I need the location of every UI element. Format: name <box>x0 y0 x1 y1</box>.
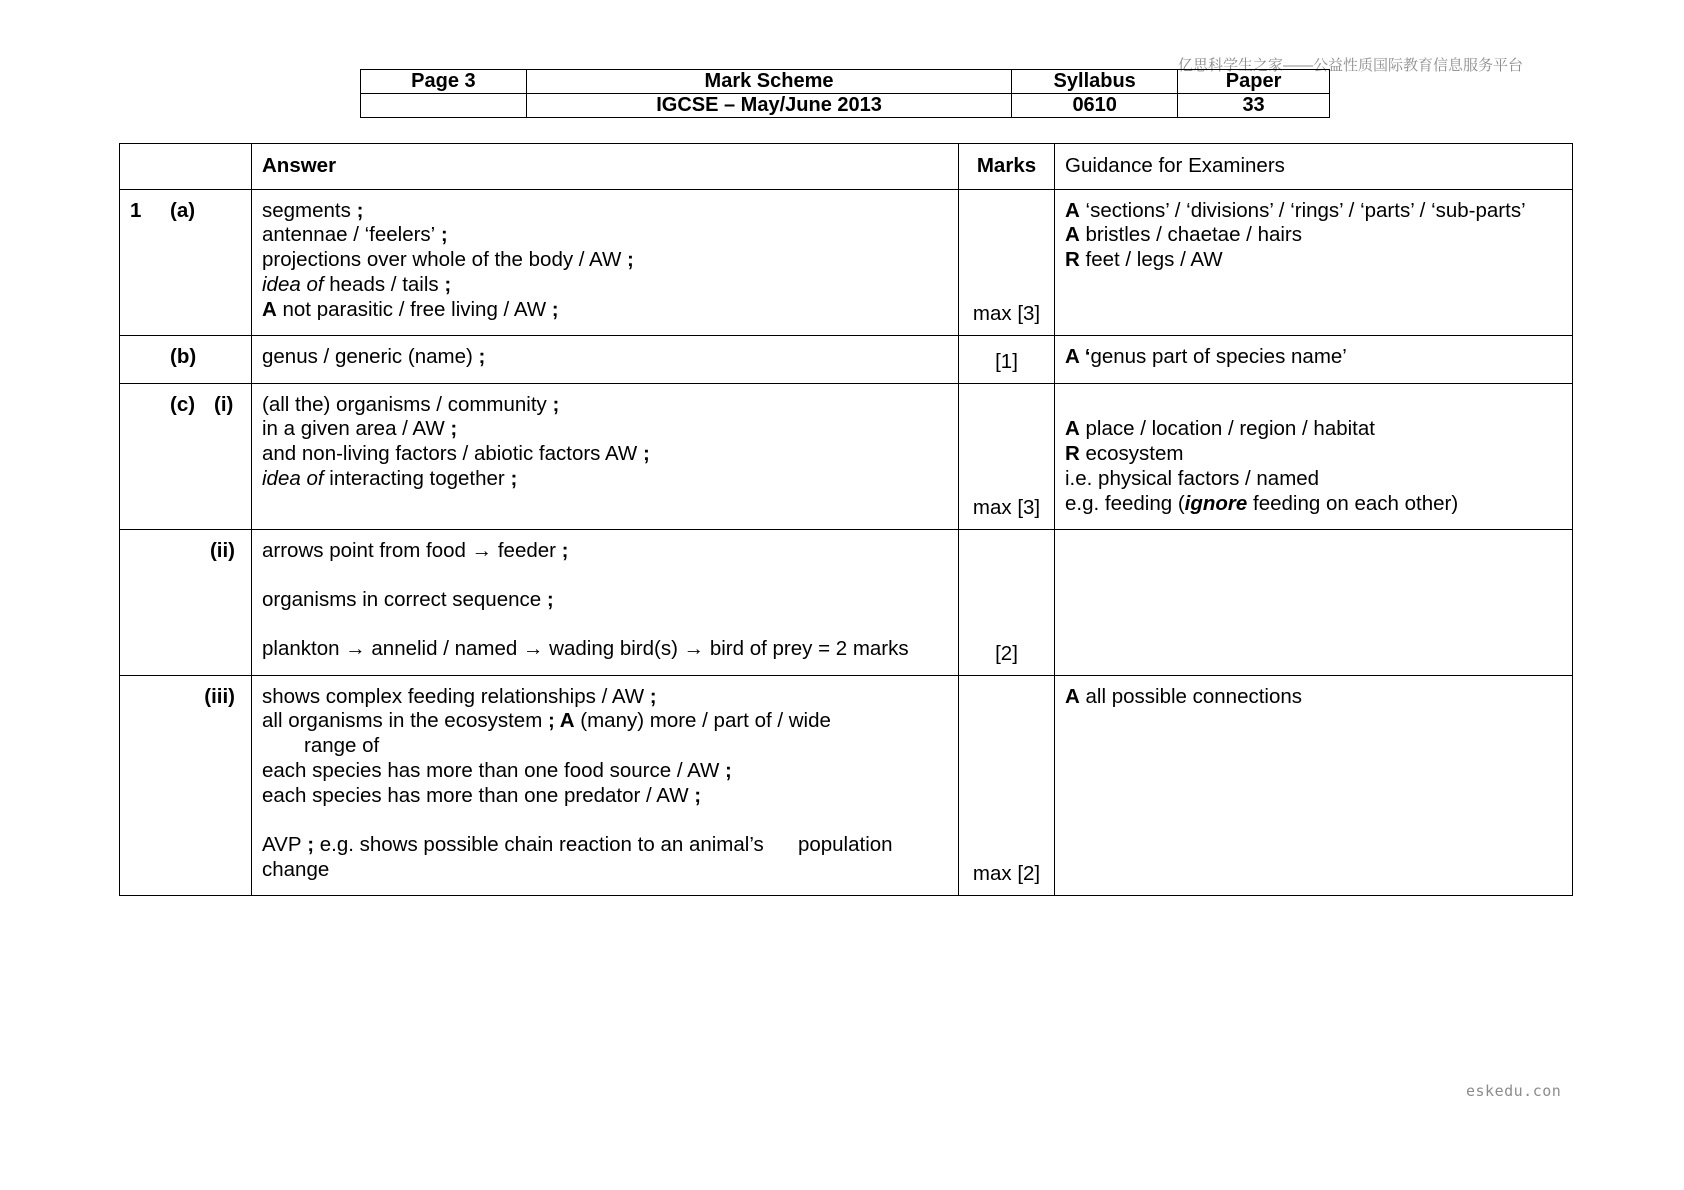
guidance-cell: A ‘sections’ / ‘divisions’ / ‘rings’ / ‘parts’ / ‘sub-parts’ A bristles / chaetae / hairs R feet / legs / AW <box>1055 189 1573 335</box>
question-part: (a) <box>170 198 196 222</box>
table-row-1cii <box>120 529 1573 675</box>
question-subpart: (iii) <box>204 684 235 708</box>
column-header-row <box>120 144 1573 190</box>
guidance-cell: A ‘genus part of species name’ <box>1055 335 1573 383</box>
guidance-cell <box>1055 529 1573 675</box>
answer-cell: genus / generic (name) ; <box>252 335 959 383</box>
watermark-top: 亿思科学生之家——公益性质国际教育信息服务平台 <box>1178 57 1524 74</box>
question-label <box>120 529 252 675</box>
syllabus-code: 0610 <box>1012 94 1178 118</box>
syllabus-label: Syllabus <box>1012 70 1178 94</box>
header-row-2 <box>361 94 1330 118</box>
guidance-cell: A all possible connections <box>1055 675 1573 895</box>
marks-cell: max [3] <box>959 189 1055 335</box>
question-part: (b) <box>170 344 197 368</box>
table-row-1ci <box>120 383 1573 529</box>
table-row-1ciii <box>120 675 1573 895</box>
question-label <box>120 383 252 529</box>
question-part: (c) <box>170 392 196 416</box>
answer-cell: shows complex feeding relationships / AW ; all organisms in the ecosystem ; A (many) more / part of / wide range of each species has more than one food source / AW ; each species has more than one predator / AW ; AVP ; e.g. shows possible chain reaction to an animal’s population change <box>252 675 959 895</box>
marks-cell: [2] <box>959 529 1055 675</box>
paper-number: 33 <box>1178 94 1330 118</box>
exam-session: IGCSE – May/June 2013 <box>526 94 1011 118</box>
arrow-icon: → <box>471 538 493 562</box>
marks-cell: [1] <box>959 335 1055 383</box>
header-row-1 <box>361 70 1330 94</box>
answer-header: Answer <box>252 144 959 190</box>
marks-header: Marks <box>959 144 1055 190</box>
answer-cell: arrows point from food → feeder ; organisms in correct sequence ; plankton → annelid / named → wading bird(s) → bird of prey = 2 marks <box>252 529 959 675</box>
marks-cell: max [3] <box>959 383 1055 529</box>
guidance-cell: A place / location / region / habitat R ecosystem i.e. physical factors / named e.g. feeding (ignore feeding on each other) <box>1055 383 1573 529</box>
table-row-1a <box>120 189 1573 335</box>
question-header <box>120 144 252 190</box>
question-label <box>120 675 252 895</box>
question-label <box>120 189 252 335</box>
watermark-bottom: eskedu.con <box>1466 1082 1562 1100</box>
answer-cell: (all the) organisms / community ; in a given area / AW ; and non-living factors / abiotic factors AW ; idea of interacting together ; <box>252 383 959 529</box>
arrow-icon: → <box>345 637 366 661</box>
table-row-1b <box>120 335 1573 383</box>
header-table <box>360 69 1330 118</box>
arrow-icon: → <box>522 637 544 661</box>
question-number: 1 <box>130 198 142 222</box>
guidance-header: Guidance for Examiners <box>1055 144 1573 190</box>
question-subpart: (i) <box>214 392 234 416</box>
page-value <box>361 94 527 118</box>
doc-type-label: Mark Scheme <box>526 70 1011 94</box>
page-label: Page 3 <box>361 70 527 94</box>
mark-scheme-table <box>119 143 1573 896</box>
marks-cell: max [2] <box>959 675 1055 895</box>
paper-label: Paper <box>1178 70 1330 94</box>
question-label <box>120 335 252 383</box>
arrow-icon: → <box>683 637 705 661</box>
answer-cell: segments ; antennae / ‘feelers’ ; projections over whole of the body / AW ; idea of heads / tails ; A not parasitic / free living / AW ; <box>252 189 959 335</box>
question-subpart: (ii) <box>209 538 235 562</box>
